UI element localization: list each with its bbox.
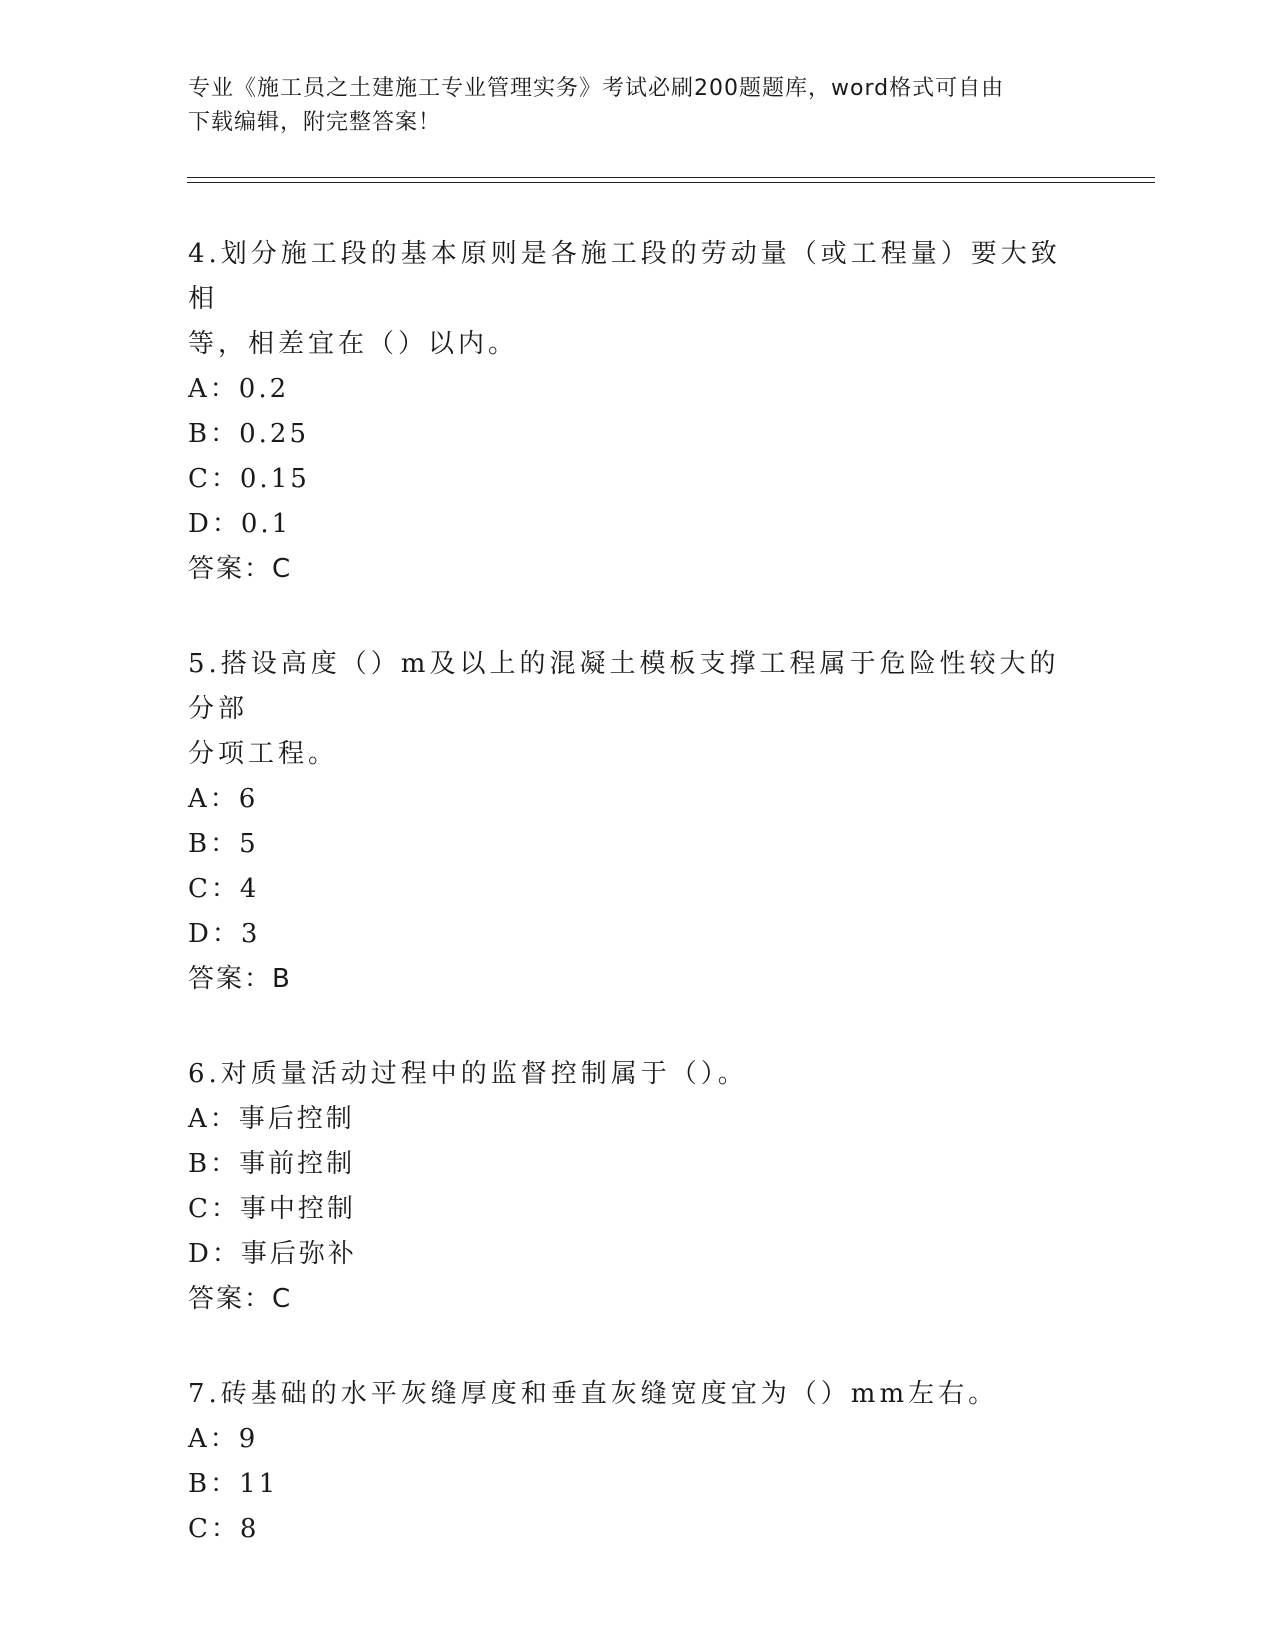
option-c: C：事中控制	[188, 1194, 356, 1224]
option-d: D：3	[188, 919, 261, 949]
question-text: 5.搭设高度（）m及以上的混凝土模板支撑工程属于危险性较大的分部	[188, 649, 1060, 724]
question-text: 7.砖基础的水平灰缝厚度和垂直灰缝宽度宜为（）mm左右。	[188, 1379, 999, 1409]
option-d: D：事后弥补	[188, 1239, 357, 1269]
answer: 答案：C	[188, 554, 293, 584]
header-line-1: 专业《施工员之土建施工专业管理实务》考试必刷200题题库，word格式可自由	[188, 76, 1005, 101]
option-b: B：11	[188, 1469, 279, 1499]
question-5	[188, 642, 1088, 1002]
question-6	[188, 1052, 1088, 1322]
answer: 答案：B	[188, 964, 292, 994]
answer: 答案：C	[188, 1284, 293, 1314]
option-b: B：5	[188, 829, 259, 859]
question-list	[188, 232, 1088, 1602]
option-a: A：事后控制	[188, 1104, 355, 1134]
option-b: B：0.25	[188, 419, 309, 449]
option-a: A：0.2	[188, 374, 290, 404]
option-a: A：9	[188, 1424, 259, 1454]
question-text: 4.划分施工段的基本原则是各施工段的劳动量（或工程量）要大致相	[188, 239, 1061, 314]
document-header	[188, 72, 1088, 140]
question-4	[188, 232, 1088, 592]
header-divider-top	[187, 177, 1155, 178]
option-c: C：0.15	[188, 464, 310, 494]
option-a: A：6	[188, 784, 259, 814]
question-text-continued: 等，相差宜在（）以内。	[188, 329, 519, 359]
header-divider-bottom	[187, 182, 1155, 183]
header-line-2: 下载编辑，附完整答案！	[188, 110, 442, 135]
option-c: C：8	[188, 1514, 260, 1544]
option-d: D：0.1	[188, 509, 292, 539]
question-7	[188, 1372, 1088, 1552]
option-b: B：事前控制	[188, 1149, 356, 1179]
question-text-continued: 分项工程。	[188, 739, 339, 769]
option-c: C：4	[188, 874, 260, 904]
question-text: 6.对质量活动过程中的监督控制属于（）。	[188, 1059, 748, 1089]
